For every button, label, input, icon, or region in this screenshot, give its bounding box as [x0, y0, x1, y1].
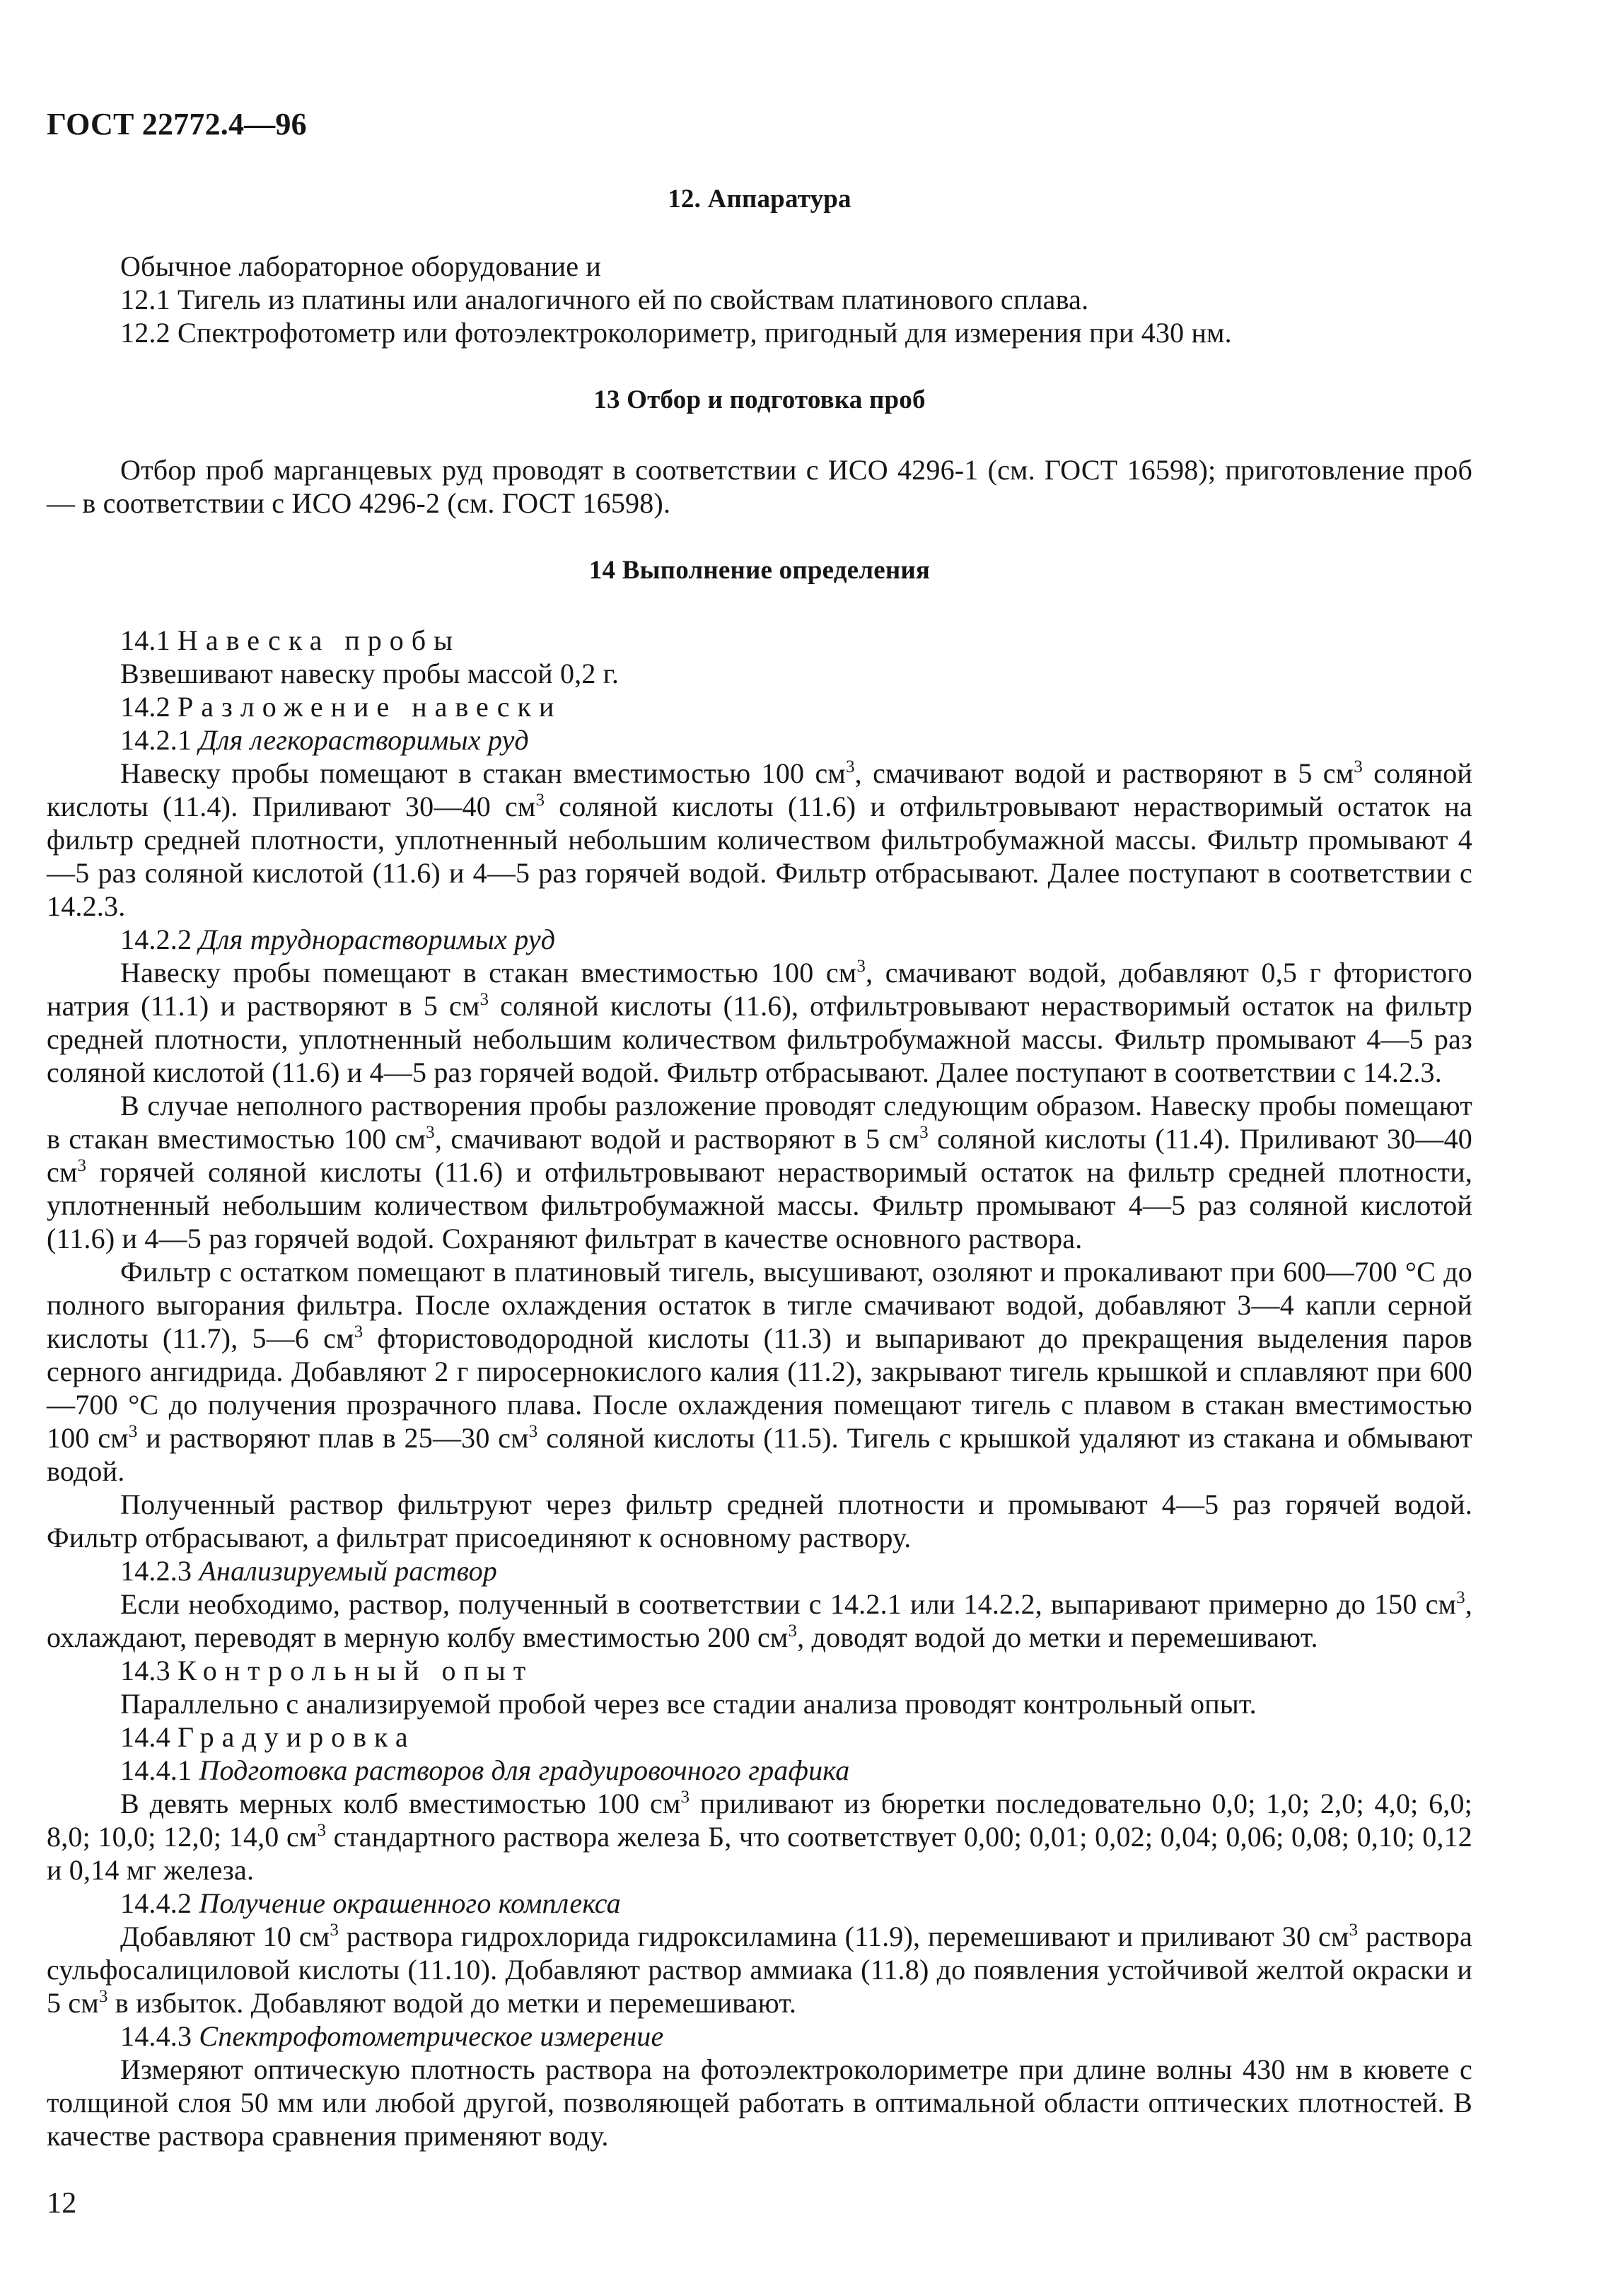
text-run: Навеску пробы помещают в стакан вместимостью 100 см — [120, 957, 857, 989]
text-run: фтористоводородной кислоты (11.3) и выпаривают до прекращения выделения паров серного ангидрида. Добавляют 2 г пиросернокислого калия (11.2), закрывают тигель крышкой и сплавляют при 600—700 °С до получения прозрачного плава. После охлаждения помещают тигель с плавом в стакан вместимостью 100 см — [47, 1322, 1472, 1454]
clause-14-2-1-text — [47, 757, 1472, 923]
superscript: 3 — [919, 1123, 929, 1142]
subsection-number: 14.1 — [120, 624, 170, 656]
clause-14-2-1-heading — [47, 723, 1472, 757]
clause-title: Для труднорастворимых руд — [199, 923, 556, 955]
clause-number: 14.2.1 — [120, 724, 192, 756]
subsection-14-2-heading — [47, 690, 1472, 723]
text-run: Добавляют 10 см — [120, 1921, 330, 1952]
text-run: соляной кислоты (11.6), отфильтровывают нерастворимый остаток на фильтр средней плотности, уплотненный небольшим количеством фильтробумажной массы. Фильтр промывают 4—5 раз соляной кислотой (11.6) и 4—5 раз горячей водой. Фильтр отбрасывают. Далее поступают в соответствии с 14.2.3. — [47, 990, 1472, 1088]
subsection-title: Навеска пробы — [178, 624, 461, 656]
superscript: 3 — [330, 1921, 339, 1940]
clause-number: 14.2.2 — [120, 923, 192, 955]
superscript: 3 — [317, 1821, 327, 1840]
clause-14-4-2-text — [47, 1920, 1472, 2020]
sec12-item-1: 12.1 Тигель из платины или аналогичного ей по свойствам платинового сплава. — [120, 284, 1089, 315]
superscript: 3 — [528, 1422, 538, 1441]
subsection-title: Контрольный опыт — [178, 1655, 534, 1686]
superscript: 3 — [128, 1422, 138, 1441]
superscript: 3 — [680, 1788, 690, 1807]
subsection-14-4-heading — [47, 1720, 1472, 1754]
clause-14-4-1-text — [47, 1787, 1472, 1887]
clause-14-2-2-paragraph-3 — [47, 1255, 1472, 1488]
document-body — [47, 182, 1472, 2152]
superscript: 3 — [1354, 757, 1363, 776]
clause-number: 14.4.1 — [120, 1754, 192, 1786]
subsection-14-3-heading — [47, 1654, 1472, 1687]
section-14-title: 14 Выполнение определения — [588, 556, 931, 585]
superscript: 3 — [77, 1156, 87, 1175]
clause-title: Для легкорастворимых руд — [199, 724, 529, 756]
text-run: раствора сульфосалициловой кислоты (11.10). Добавляют раствор аммиака (11.8) до появления устойчивой желтой окраски и 5 см — [47, 1921, 1473, 2019]
superscript: 3 — [426, 1123, 435, 1142]
clause-14-2-3-text — [47, 1587, 1472, 1654]
text-run: и растворяют плав в 25—30 см — [137, 1422, 529, 1454]
superscript: 3 — [845, 757, 855, 776]
subsection-title: Градуировка — [178, 1721, 416, 1753]
clause-14-2-2-heading — [47, 923, 1472, 956]
clause-14-2-2-paragraph-4: Полученный раствор фильтруют через фильтр средней плотности и промывают 4—5 раз горячей водой. Фильтр отбрасывают, а фильтрат присоединяют к основному раствору. — [47, 1488, 1472, 1554]
superscript: 3 — [479, 990, 489, 1009]
clause-14-4-2-heading — [47, 1887, 1472, 1920]
clause-number: 14.4.3 — [120, 2020, 192, 2052]
clause-title: Спектрофотометрическое измерение — [199, 2020, 664, 2052]
clause-number: 14.4.2 — [120, 1887, 192, 1919]
text-run: , смачивают водой, добавляют 0,5 г фтористого натрия (11.1) и растворяют в 5 см — [47, 957, 1472, 1022]
text-run: , охлаждают, переводят в мерную колбу вместимостью 200 см — [47, 1588, 1472, 1653]
subsection-number: 14.3 — [120, 1655, 170, 1686]
superscript: 3 — [788, 1621, 798, 1641]
subsection-number: 14.4 — [120, 1721, 170, 1753]
text-run: Навеску пробы помещают в стакан вместимостью 100 см — [120, 757, 846, 789]
text-run: соляной кислоты (11.5). Тигель с крышкой удаляют из стакана и обмывают водой. — [47, 1422, 1472, 1487]
section-12-title: 12. Аппаратура — [668, 185, 851, 214]
text-run: стандартного раствора железа Б, что соответствует 0,00; 0,01; 0,02; 0,04; 0,06; 0,08; 0,10; 0,12 и 0,14 мг железа. — [47, 1821, 1472, 1886]
text-run: соляной кислоты (11.6) и отфильтровывают нерастворимый остаток на фильтр средней плотности, уплотненный небольшим количеством фильтробумажной массы. Фильтр промывают 4—5 раз соляной кислотой (11.6) и 4—5 раз горячей водой. Фильтр отбрасывают. Далее поступают в соответствии с 14.2.3. — [47, 791, 1472, 922]
subsection-14-1-text: Взвешивают навеску пробы массой 0,2 г. — [120, 658, 620, 689]
clause-title: Подготовка растворов для градуировочного графика — [199, 1754, 850, 1786]
superscript: 3 — [354, 1322, 364, 1341]
page-number: 12 — [47, 2187, 77, 2220]
clause-title: Анализируемый раствор — [199, 1555, 498, 1587]
clause-14-4-3-heading — [47, 2020, 1472, 2053]
clause-14-4-1-heading — [47, 1754, 1472, 1787]
text-run: , доводят водой до метки и перемешивают. — [797, 1621, 1318, 1653]
clause-14-2-3-heading — [47, 1554, 1472, 1587]
superscript: 3 — [98, 1987, 108, 2006]
text-run: Если необходимо, раствор, полученный в соответствии с 14.2.1 или 14.2.2, выпаривают примерно до 150 см — [120, 1588, 1457, 1620]
superscript: 3 — [1456, 1588, 1465, 1607]
text-run: , смачивают водой и растворяют в 5 см — [854, 757, 1354, 789]
clause-14-2-2-text — [47, 956, 1472, 1089]
text-run: раствора гидрохлорида гидроксиламина (11.9), перемешивают и приливают 30 см — [339, 1921, 1349, 1952]
text-run: соляной кислоты (11.4). Приливают 30—40 см — [47, 1123, 1473, 1188]
text-run: , смачивают водой и растворяют в 5 см — [434, 1123, 920, 1155]
superscript: 3 — [535, 791, 545, 810]
subsection-14-1-heading — [47, 624, 1472, 657]
text-run: В случае неполного растворения пробы разложение проводят следующим образом. Навеску пробы помещают в стакан вместимостью 100 см — [47, 1090, 1472, 1155]
sec12-item-2: 12.2 Спектрофотометр или фотоэлектроколориметр, пригодный для измерения при 430 нм. — [120, 317, 1232, 349]
sec12-intro: Обычное лабораторное оборудование и — [120, 250, 602, 282]
subsection-title: Разложение навески — [178, 691, 562, 723]
clause-14-4-3-text: Измеряют оптическую плотность раствора на фотоэлектроколориметре при длине волны 430 нм в кювете с толщиной слоя 50 мм или любой другой, позволяющей работать в оптимальной области оптических плотностей. В качестве раствора сравнения применяют воду. — [47, 2053, 1472, 2152]
subsection-number: 14.2 — [120, 691, 170, 723]
sec13-paragraph: Отбор проб марганцевых руд проводят в соответствии с ИСО 4296-1 (см. ГОСТ 16598); приготовление проб — в соответствии с ИСО 4296-2 (см. ГОСТ 16598). — [47, 454, 1472, 519]
text-run: соляной кислоты (11.4). Приливают 30—40 см — [47, 757, 1473, 822]
clause-14-2-2-paragraph-2 — [47, 1089, 1472, 1255]
standard-header: ГОСТ 22772.4—96 — [47, 107, 307, 141]
text-run: приливают из бюретки последовательно 0,0; 1,0; 2,0; 4,0; 6,0; 8,0; 10,0; 12,0; 14,0 см — [47, 1788, 1472, 1853]
section-13-title: 13 Отбор и подготовка проб — [593, 385, 926, 414]
clause-number: 14.2.3 — [120, 1555, 192, 1587]
text-run: в избыток. Добавляют водой до метки и перемешивают. — [107, 1987, 797, 2019]
subsection-14-3-text: Параллельно с анализируемой пробой через все стадии анализа проводят контрольный опыт. — [120, 1688, 1257, 1720]
text-run: горячей соляной кислоты (11.6) и отфильтровывают нерастворимый остаток на фильтр средней плотности, уплотненный небольшим количеством фильтробумажной массы. Фильтр промывают 4—5 раз соляной кислотой (11.6) и 4—5 раз горячей водой. Сохраняют фильтрат в качестве основного раствора. — [47, 1156, 1472, 1254]
text-run: В девять мерных колб вместимостью 100 см — [120, 1788, 681, 1819]
superscript: 3 — [1349, 1921, 1359, 1940]
text-run: Фильтр с остатком помещают в платиновый тигель, высушивают, озоляют и прокаливают при 600—700 °С до полного выгорания фильтра. После охлаждения остаток в тигле смачивают водой, добавляют 3—4 капли серной кислоты (11.7), 5—6 см — [47, 1256, 1472, 1354]
superscript: 3 — [856, 957, 866, 976]
clause-title: Получение окрашенного комплекса — [199, 1887, 621, 1919]
